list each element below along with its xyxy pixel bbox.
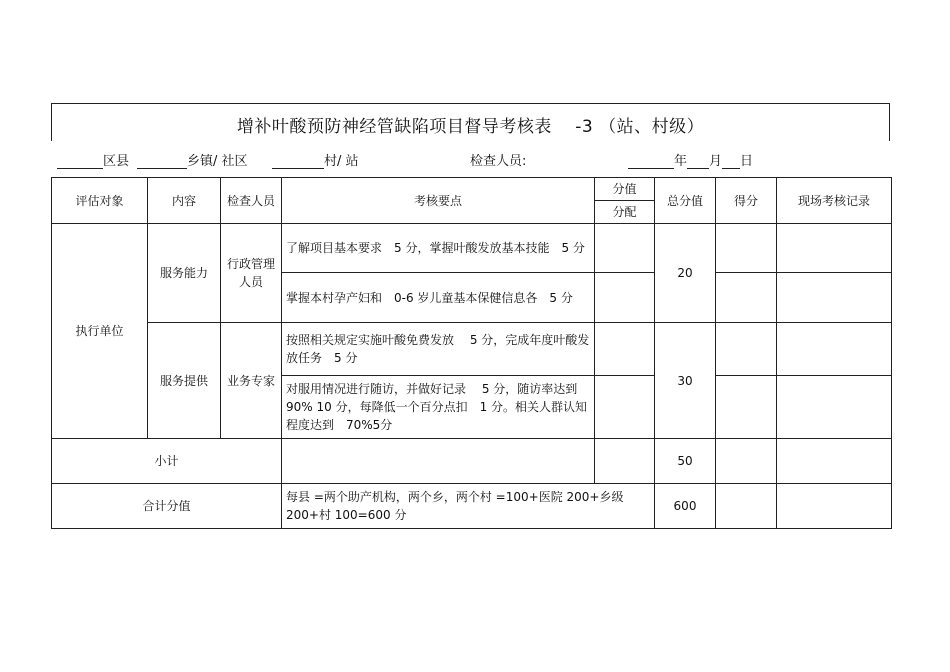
township-blank[interactable] bbox=[137, 154, 187, 169]
grand-total-formula: 每县 =两个助产机构，两个乡，两个村 =100+医院 200+乡级 200+村 100=600 分 bbox=[282, 484, 655, 529]
date-field bbox=[628, 150, 753, 169]
got-cell[interactable] bbox=[716, 273, 777, 323]
service-provision-item-2: 对服用情况进行随访，并做好记录 5 分，随访率达到 90% 10 分，每降低一个百分点扣 1 分。相关人群认知程度达到 70%5分 bbox=[282, 376, 595, 439]
subtotal-record[interactable] bbox=[777, 439, 892, 484]
score-cell[interactable] bbox=[595, 323, 655, 376]
month-label: 月 bbox=[709, 154, 723, 169]
score-cell[interactable] bbox=[595, 224, 655, 273]
record-cell[interactable] bbox=[777, 273, 892, 323]
subtotal-score[interactable] bbox=[595, 439, 655, 484]
header-got: 得分 bbox=[716, 178, 777, 224]
subtotal-key-points[interactable] bbox=[282, 439, 595, 484]
district-blank[interactable] bbox=[57, 154, 103, 169]
grand-total-got[interactable] bbox=[716, 484, 777, 529]
day-label: 日 bbox=[740, 154, 754, 169]
township-field bbox=[137, 150, 248, 169]
header-content: 内容 bbox=[148, 178, 221, 224]
district-field bbox=[57, 150, 129, 169]
grand-total-row bbox=[52, 484, 892, 529]
header-row-1 bbox=[52, 178, 892, 201]
title-box bbox=[51, 103, 890, 141]
service-ability-item-2: 掌握本村孕产妇和 0-6 岁儿童基本保健信息各 5 分 bbox=[282, 273, 595, 323]
service-ability-total: 20 bbox=[655, 224, 716, 323]
subtotal-got[interactable] bbox=[716, 439, 777, 484]
assessment-table bbox=[51, 177, 892, 529]
got-cell[interactable] bbox=[716, 224, 777, 273]
service-ability-content: 服务能力 bbox=[148, 224, 221, 323]
record-cell[interactable] bbox=[777, 224, 892, 273]
header-total: 总分值 bbox=[655, 178, 716, 224]
day-blank[interactable] bbox=[722, 154, 740, 169]
score-cell[interactable] bbox=[595, 376, 655, 439]
subtotal-total: 50 bbox=[655, 439, 716, 484]
table-row bbox=[52, 224, 892, 273]
grand-total-record[interactable] bbox=[777, 484, 892, 529]
header-allocation: 分配 bbox=[595, 201, 655, 224]
got-cell[interactable] bbox=[716, 376, 777, 439]
table-row bbox=[52, 323, 892, 376]
page-title: 增补叶酸预防神经管缺陷项目督导考核表 -3 （站、村级） bbox=[236, 117, 705, 137]
header-record: 现场考核记录 bbox=[777, 178, 892, 224]
record-cell[interactable] bbox=[777, 376, 892, 439]
header-target: 评估对象 bbox=[52, 178, 148, 224]
month-blank[interactable] bbox=[687, 154, 709, 169]
district-label: 区县 bbox=[103, 154, 130, 169]
grand-total-label: 合计分值 bbox=[52, 484, 282, 529]
record-cell[interactable] bbox=[777, 323, 892, 376]
header-inspector: 检查人员 bbox=[221, 178, 282, 224]
subtotal-row bbox=[52, 439, 892, 484]
score-cell[interactable] bbox=[595, 273, 655, 323]
subtotal-label: 小计 bbox=[52, 439, 282, 484]
inspector-label: 检查人员: bbox=[470, 154, 527, 169]
village-field bbox=[272, 150, 359, 169]
service-ability-inspector: 行政管理人员 bbox=[221, 224, 282, 323]
village-label: 村/ 站 bbox=[324, 154, 359, 169]
village-blank[interactable] bbox=[272, 154, 324, 169]
service-provision-item-1: 按照相关规定实施叶酸免费发放 5 分，完成年度叶酸发放任务 5 分 bbox=[282, 323, 595, 376]
year-label: 年 bbox=[674, 154, 688, 169]
header-key-points: 考核要点 bbox=[282, 178, 595, 224]
got-cell[interactable] bbox=[716, 323, 777, 376]
grand-total-value: 600 bbox=[655, 484, 716, 529]
service-provision-inspector: 业务专家 bbox=[221, 323, 282, 439]
header-score: 分值 bbox=[595, 178, 655, 201]
township-label: 乡镇/ 社区 bbox=[187, 154, 248, 169]
service-ability-item-1: 了解项目基本要求 5 分，掌握叶酸发放基本技能 5 分 bbox=[282, 224, 595, 273]
target-cell: 执行单位 bbox=[52, 224, 148, 439]
year-blank[interactable] bbox=[628, 154, 674, 169]
info-line bbox=[57, 150, 890, 170]
service-provision-total: 30 bbox=[655, 323, 716, 439]
service-provision-content: 服务提供 bbox=[148, 323, 221, 439]
